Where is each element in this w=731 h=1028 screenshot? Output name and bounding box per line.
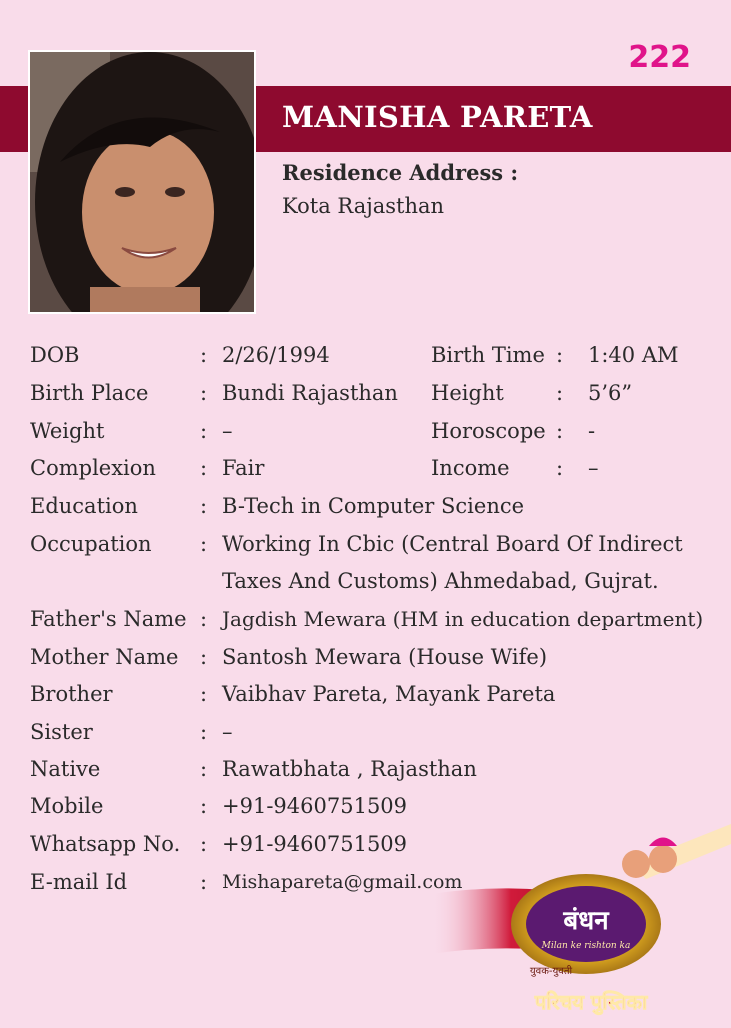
logo-title: बंधन bbox=[563, 906, 609, 936]
whatsapp-value: +91-9460751509 bbox=[222, 832, 408, 856]
horoscope-label: Horoscope bbox=[431, 419, 546, 443]
colon: : bbox=[200, 419, 208, 443]
native-value: Rawatbhata , Rajasthan bbox=[222, 757, 477, 781]
mobile-label: Mobile bbox=[30, 794, 104, 818]
complexion-label: Complexion bbox=[30, 456, 156, 480]
email-label: E-mail Id bbox=[30, 870, 128, 894]
colon: : bbox=[200, 832, 208, 856]
bandhan-logo bbox=[431, 824, 731, 1024]
sister-value: – bbox=[222, 720, 233, 744]
horoscope-value: - bbox=[588, 419, 596, 443]
whatsapp-label: Whatsapp No. bbox=[30, 832, 181, 856]
sister-label: Sister bbox=[30, 720, 93, 744]
colon: : bbox=[200, 381, 208, 405]
mother-value: Santosh Mewara (House Wife) bbox=[222, 645, 548, 669]
mobile-value: +91-9460751509 bbox=[222, 794, 408, 818]
colon: : bbox=[200, 456, 208, 480]
brother-label: Brother bbox=[30, 682, 113, 706]
colon: : bbox=[200, 720, 208, 744]
colon: : bbox=[556, 456, 564, 480]
colon: : bbox=[200, 532, 208, 556]
weight-value: – bbox=[222, 419, 233, 443]
dob-value: 2/26/1994 bbox=[222, 343, 330, 367]
colon: : bbox=[200, 682, 208, 706]
colon: : bbox=[200, 343, 208, 367]
colon: : bbox=[200, 494, 208, 518]
occupation-label: Occupation bbox=[30, 532, 152, 556]
birth-time-label: Birth Time bbox=[431, 343, 545, 367]
residence-label: Residence Address : bbox=[282, 160, 519, 185]
email-value: Mishapareta@gmail.com bbox=[222, 871, 463, 893]
education-label: Education bbox=[30, 494, 138, 518]
bandhan-logo-icon bbox=[431, 824, 731, 1024]
brother-value: Vaibhav Pareta, Mayank Pareta bbox=[222, 682, 556, 706]
colon: : bbox=[556, 419, 564, 443]
occupation-value-line1: Working In Cbic (Central Board Of Indirect bbox=[222, 532, 683, 556]
dob-label: DOB bbox=[30, 343, 80, 367]
person-photo-icon bbox=[30, 52, 254, 312]
birth-time-value: 1:40 AM bbox=[588, 343, 679, 367]
father-value: Jagdish Mewara (HM in education department) bbox=[222, 607, 704, 631]
residence-value: Kota Rajasthan bbox=[282, 194, 445, 218]
weight-label: Weight bbox=[30, 419, 105, 443]
colon: : bbox=[200, 645, 208, 669]
logo-tagline: Milan ke rishton ka bbox=[541, 941, 631, 951]
height-label: Height bbox=[431, 381, 504, 405]
colon: : bbox=[200, 794, 208, 818]
income-label: Income bbox=[431, 456, 510, 480]
colon: : bbox=[200, 607, 208, 631]
education-value: B-Tech in Computer Science bbox=[222, 494, 525, 518]
height-value: 5’6” bbox=[588, 381, 633, 405]
occupation-value-line2: Taxes And Customs) Ahmedabad, Gujrat. bbox=[222, 569, 659, 593]
colon: : bbox=[556, 381, 564, 405]
complexion-value: Fair bbox=[222, 456, 265, 480]
birth-place-label: Birth Place bbox=[30, 381, 149, 405]
colon: : bbox=[556, 343, 564, 367]
mother-label: Mother Name bbox=[30, 645, 179, 669]
colon: : bbox=[200, 870, 208, 894]
page-number: 222 bbox=[628, 40, 691, 75]
profile-photo bbox=[28, 50, 256, 314]
birth-place-value: Bundi Rajasthan bbox=[222, 381, 398, 405]
person-name: MANISHA PARETA bbox=[282, 100, 593, 134]
income-value: – bbox=[588, 456, 599, 480]
logo-bottom: परिचय पुस्तिका bbox=[534, 990, 648, 1014]
colon: : bbox=[200, 757, 208, 781]
logo-sub: युवक-युवती bbox=[529, 966, 573, 977]
father-label: Father's Name bbox=[30, 607, 187, 631]
native-label: Native bbox=[30, 757, 101, 781]
